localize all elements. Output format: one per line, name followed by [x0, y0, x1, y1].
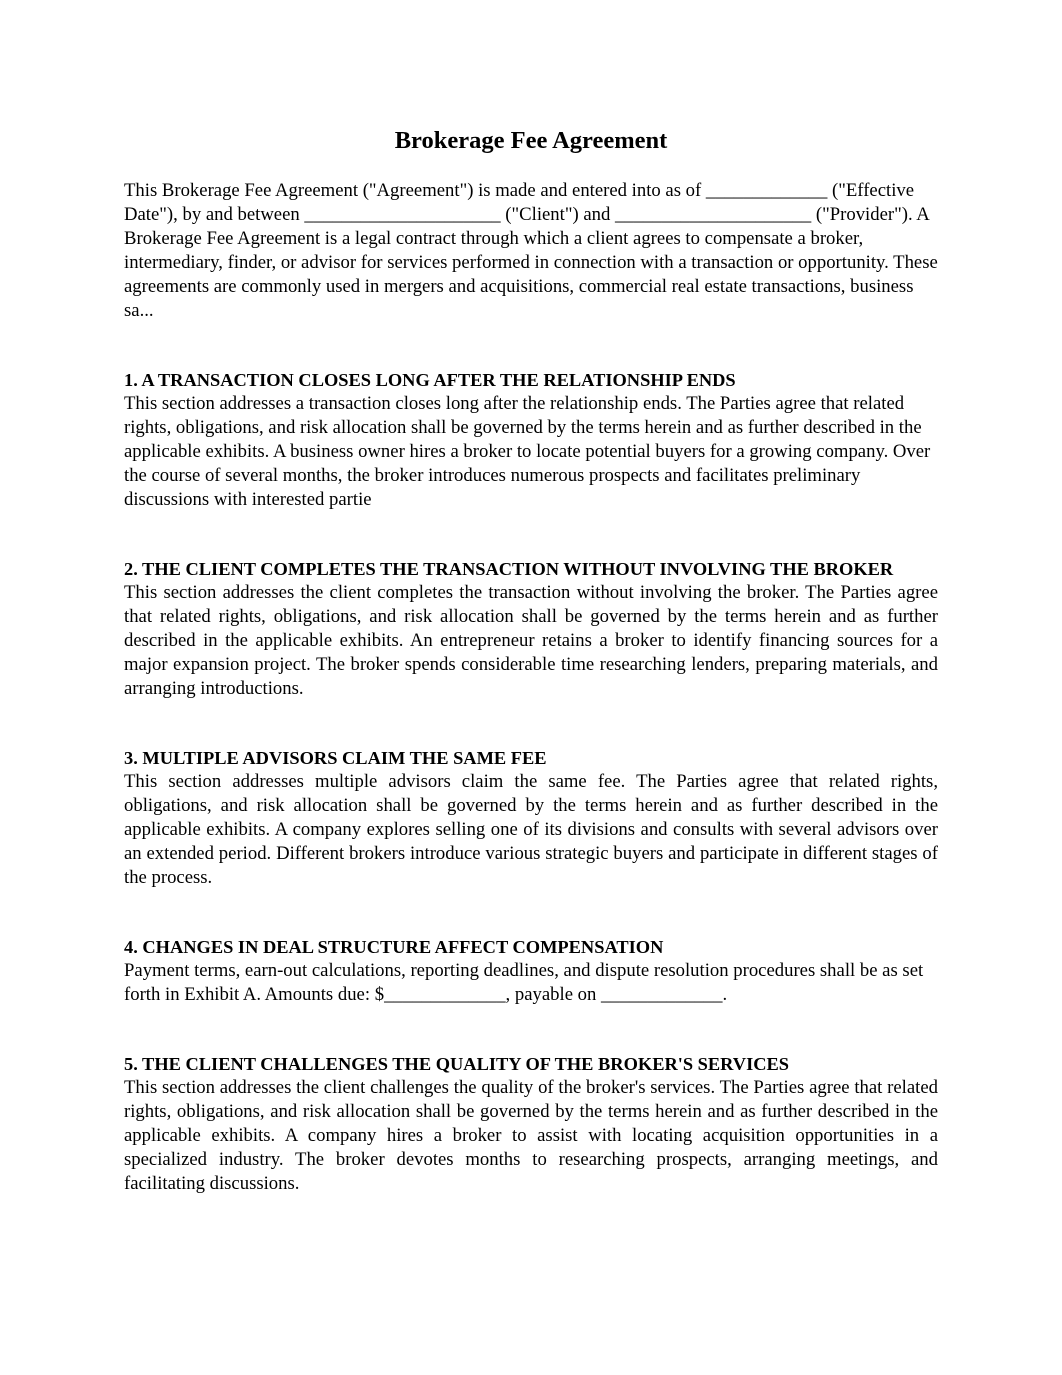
section-body: This section addresses a transaction closes long after the relationship ends. The Parties agree that related rights, obligations, and risk allocation shall be governed by the terms herein and as further described in the applicable exhibits. A business owner hires a broker to locate potential buyers for a growing company. Over the course of several months, the broker introduces numerous prospects and facilitates preliminary discussions with interested partie: [124, 393, 931, 510]
document-page: [124, 124, 938, 1196]
section-heading: 3. MULTIPLE ADVISORS CLAIM THE SAME FEE: [124, 748, 547, 768]
section-4: [124, 935, 938, 1007]
section-heading: 4. CHANGES IN DEAL STRUCTURE AFFECT COMPENSATION: [124, 937, 664, 957]
section-2: [124, 557, 938, 701]
section-5: [124, 1052, 938, 1196]
document-title: Brokerage Fee Agreement: [394, 127, 668, 154]
section-body: This section addresses the client completes the transaction without involving the broker. The Parties agree that related rights, obligations, and risk allocation shall be governed by the terms herein and as further described in the applicable exhibits. An entrepreneur retains a broker to identify financing sources for a major expansion project. The broker spends considerable time researching lenders, preparing materials, and arranging introductions.: [124, 582, 938, 699]
section-body: This section addresses the client challenges the quality of the broker's services. The Parties agree that related rights, obligations, and risk allocation shall be governed by the terms herein and as further described in the applicable exhibits. A company hires a broker to assist with locating acquisition opportunities in a specialized industry. The broker devotes months to researching prospects, arranging meetings, and facilitating discussions.: [124, 1077, 938, 1194]
section-heading: 5. THE CLIENT CHALLENGES THE QUALITY OF THE BROKER'S SERVICES: [124, 1054, 790, 1074]
intro-paragraph: This Brokerage Fee Agreement ("Agreement") is made and entered into as of _____________ ("Effective Date"), by and between _____________________ ("Client") and _____________________ ("Provider"). A Brokerage Fee Agreement is a legal contract through which a client agrees to compensate a broker, intermediary, finder, or advisor for services performed in connection with a transaction or opportunity. These agreements are commonly used in mergers and acquisitions, commercial real estate transactions, business sa...: [124, 180, 938, 321]
section-body: Payment terms, earn-out calculations, reporting deadlines, and dispute resolution procedures shall be as set forth in Exhibit A. Amounts due: $_____________, payable on _____________.: [124, 960, 924, 1005]
section-body: This section addresses multiple advisors claim the same fee. The Parties agree that related rights, obligations, and risk allocation shall be governed by the terms herein and as further described in the applicable exhibits. A company explores selling one of its divisions and consults with several advisors over an extended period. Different brokers introduce various strategic buyers and participate in different stages of the process.: [124, 771, 938, 888]
section-heading: 2. THE CLIENT COMPLETES THE TRANSACTION WITHOUT INVOLVING THE BROKER: [124, 559, 894, 579]
section-3: [124, 746, 938, 890]
section-1: [124, 368, 938, 512]
section-heading: 1. A TRANSACTION CLOSES LONG AFTER THE RELATIONSHIP ENDS: [124, 370, 736, 390]
